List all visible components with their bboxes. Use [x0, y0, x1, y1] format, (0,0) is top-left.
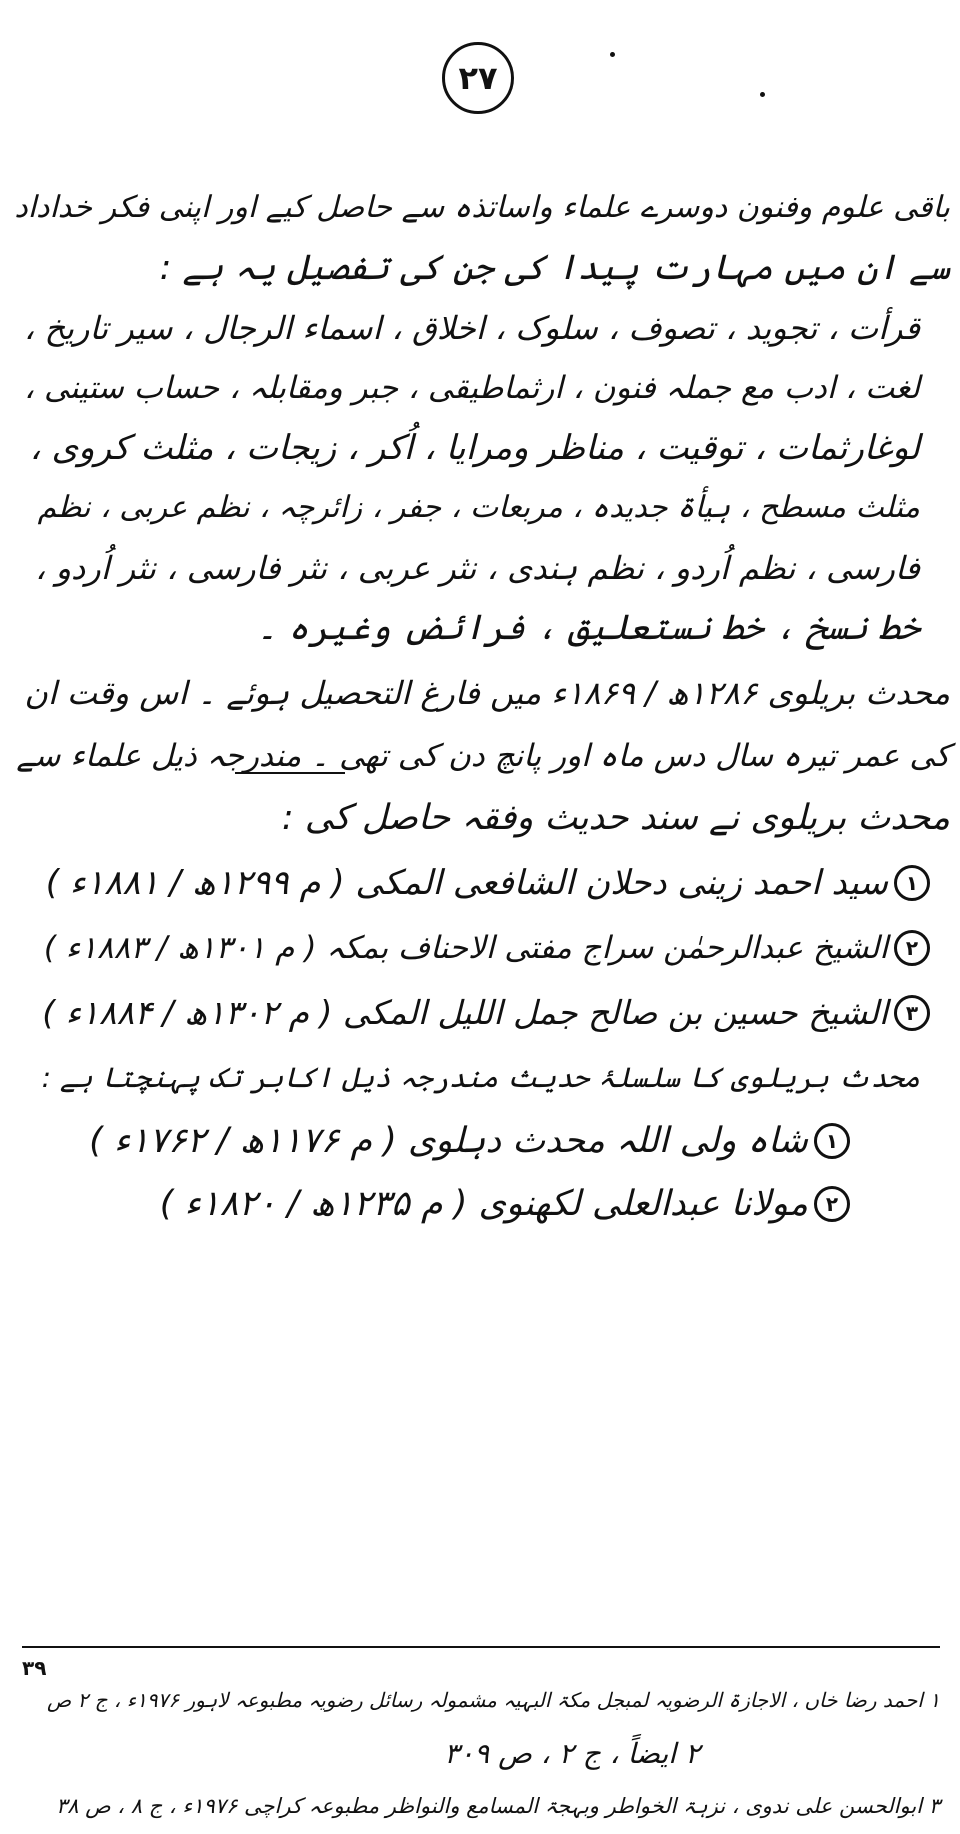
teacher-item-3 — [30, 985, 930, 1041]
speck-mark — [760, 92, 765, 97]
chain-intro: محدث بریلوی کا سلسلۂ حدیث مندرجہ ذیل اکابر تک پہنچتا ہے : — [41, 1061, 920, 1094]
subjects-line-1: قرأت ، تجوید ، تصوف ، سلوک ، اخلاق ، اسماء الرجال ، سیر تاریخ ، — [23, 309, 920, 347]
teacher-text: الشیخ حسین بن صالح جمل اللیل المکی ( م ۱۳۰۲ھ / ۱۸۸۴ء ) — [42, 993, 888, 1032]
footnote-2: ۲ ایضاً ، ج ۲ ، ص ۳۰۹ — [444, 1737, 700, 1770]
list-number-badge: ۱ — [814, 1123, 850, 1159]
speck-mark — [610, 52, 615, 57]
footnote-1: ۱ احمد رضا خاں ، الاجازۃ الرضویہ لمبجل مکۃ البہیہ مشمولہ رسائل رضویہ مطبوعہ لاہور ۱۹۷۶ء ، ج ۲ ص — [47, 1688, 940, 1712]
subjects-line-4: مثلث مسطح ، ہیأۃ جدیدہ ، مربعات ، جفر ، زائرچہ ، نظم عربی ، نظم — [37, 490, 920, 525]
page-number: ۲۷ — [442, 42, 514, 114]
footnote-separator — [22, 1646, 940, 1648]
intro-line-2: سے ان میں مہارت پیدا کی جن کی تفصیل یہ ہے : — [159, 248, 950, 288]
subjects-line-2: لغت ، ادب مع جملہ فنون ، ارثماطیقی ، جبر ومقابلہ ، حساب ستینی ، — [24, 370, 920, 406]
elder-text: مولانا عبدالعلی لکھنوی ( م ۱۲۳۵ھ / ۱۸۲۰ء ) — [159, 1184, 808, 1224]
elder-item-1 — [50, 1113, 850, 1169]
teacher-item-2 — [30, 920, 930, 976]
teacher-text: الشیخ عبدالرحمٰن سراج مفتی الاحناف بمکہ ( م ۱۳۰۱ھ / ۱۸۸۳ء ) — [43, 930, 888, 966]
list-number-badge: ۲ — [814, 1186, 850, 1222]
list-number-badge: ۲ — [894, 930, 930, 966]
subjects-line-3: لوغارثمات ، توقیت ، مناظر ومرایا ، اُکر ، زیجات ، مثلث کروی ، — [29, 428, 920, 468]
footnote-3: ۳ ابوالحسن علی ندوی ، نزہۃ الخواطر وبہجۃ المسامع والنواظر مطبوعہ کراچی ۱۹۷۶ء ، ج ۸ ، ص ۳۸ — [55, 1794, 940, 1818]
graduation-line-1: محدث بریلوی ۱۲۸۶ھ / ۱۸۶۹ء میں فارغ التحصیل ہوئے ۔ اس وقت ان — [24, 674, 950, 712]
teacher-text: سید احمد زینی دحلان الشافعی المکی ( م ۱۲۹۹ھ / ۱۸۸۱ء ) — [45, 863, 888, 903]
graduation-line-2: کی عمر تیرہ سال دس ماہ اور پانچ دن کی تھی ۔ مندرجہ ذیل علماء سے — [16, 738, 950, 774]
teacher-item-1 — [30, 855, 930, 911]
graduation-line-3: محدث بریلوی نے سند حدیث وفقہ حاصل کی : — [281, 798, 950, 838]
intro-line-1: باقی علوم وفنون دوسرے علماء واساتذہ سے حاصل کیے اور اپنی فکر خداداد — [14, 190, 950, 225]
list-number-badge: ۱ — [894, 865, 930, 901]
elder-item-2 — [50, 1176, 850, 1232]
footnote-page-marker: ۳۹ — [22, 1656, 47, 1680]
subjects-line-5: فارسی ، نظم اُردو ، نظم ہندی ، نثر عربی ، نثر فارسی ، نثر اُردو ، — [35, 549, 920, 587]
list-number-badge: ۳ — [894, 995, 930, 1031]
gap-underline — [235, 772, 345, 774]
subjects-line-6: خط نسخ ، خط نستعلیق ، فرائض وغیرہ ۔ — [256, 608, 920, 648]
elder-text: شاہ ولی اللہ محدث دہلوی ( م ۱۱۷۶ھ / ۱۷۶۲ء ) — [89, 1121, 808, 1161]
